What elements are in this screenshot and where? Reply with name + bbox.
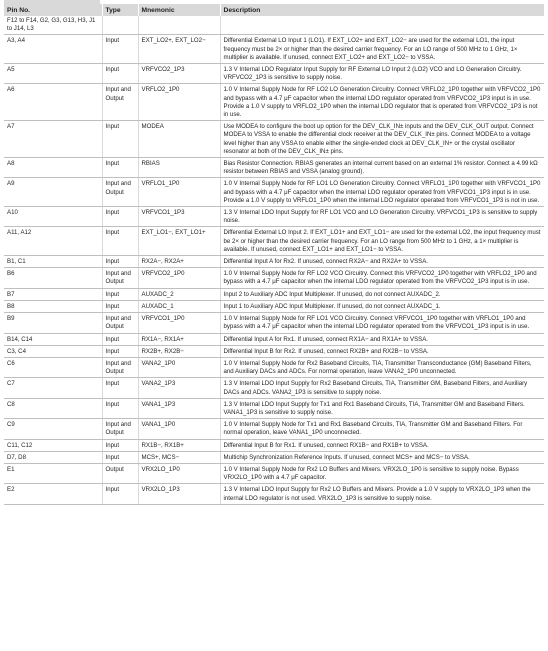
cell-mnemonic: VRFLO2_1P0 xyxy=(138,84,220,121)
cell-mnemonic: VRFLO1_1P0 xyxy=(138,178,220,207)
cell-description: Differential Input A for Rx2. If unused, connect RX2A− and RX2A+ to VSSA. xyxy=(220,256,544,268)
cell-pin: B7 xyxy=(4,288,102,300)
table-row xyxy=(4,484,544,504)
cell-description: 1.3 V Internal LDO Regulator Input Supply for RF External LO Input 2 (LO2) VCO and LO Generation Circuitry. VRFVCO2_1P3 is sensitive to supply noise. xyxy=(220,64,544,84)
cell-type: Input xyxy=(102,439,138,451)
cell-type: Input and Output xyxy=(102,357,138,377)
cell-pin: B1, C1 xyxy=(4,256,102,268)
table-row xyxy=(4,439,544,451)
cell-pin: A5 xyxy=(4,64,102,84)
cell-description: 1.3 V Internal LDO Input Supply for Tx1 and Rx1 Baseband Circuits, TIA, Transmitter GM and Baseband Filters. VANA1_1P3 is sensitive to supply noise. xyxy=(220,398,544,418)
cell-mnemonic: VRX2LO_1P3 xyxy=(138,484,220,504)
cell-description: 1.3 V Internal LDO Input Supply for RF LO1 VCO and LO Generation Circuitry. VRFVCO1_1P3 is sensitive to supply noise. xyxy=(220,207,544,227)
cell-pin: C11, C12 xyxy=(4,439,102,451)
cell-type: Input xyxy=(102,227,138,256)
cell-pin: A7 xyxy=(4,121,102,158)
table-row xyxy=(4,419,544,439)
cell-type: Input xyxy=(102,345,138,357)
cell-mnemonic: MODEA xyxy=(138,121,220,158)
cell-pin: A8 xyxy=(4,158,102,178)
cell-description: 1.3 V Internal LDO Input Supply for Rx2 LO Buffers and Mixers. Provide a 1.0 V supply to VRX2LO_1P3 when the internal LDO regulator is not used. VRX2LO_1P3 is sensitive to supply noise. xyxy=(220,484,544,504)
cell-description: 1.0 V Internal Supply Node for RF LO2 VCO Circuitry. Connect this VRFVCO2_1P0 together with VRFLO2_1P0 and bypass with a 4.7 μF capacitor when the internal LDO regulator operated from the VRFVCO2_1P3 input is in use. xyxy=(220,268,544,288)
cell-type: Input xyxy=(102,378,138,398)
table-row xyxy=(4,300,544,312)
cell-type: Input xyxy=(102,333,138,345)
cell-pin: B6 xyxy=(4,268,102,288)
cell-mnemonic: VANA1_1P0 xyxy=(138,419,220,439)
cell-description: 1.3 V Internal LDO Input Supply for Rx2 Baseband Circuits, TIA, Transmitter GM, Baseband Filters, and Auxiliary DACs and ADCs. VANA2_1P3 is sensitive to supply noise. xyxy=(220,378,544,398)
cell-type: Input xyxy=(102,288,138,300)
cell-type: Input xyxy=(102,256,138,268)
table-row xyxy=(4,256,544,268)
cell-type: Output xyxy=(102,463,138,483)
table-row xyxy=(4,16,544,35)
cell-type: Input and Output xyxy=(102,419,138,439)
cell-mnemonic: VANA1_1P3 xyxy=(138,398,220,418)
table-row xyxy=(4,288,544,300)
cell-description: Input 2 to Auxiliary ADC Input Multiplexer. If unused, do not connect AUXADC_2. xyxy=(220,288,544,300)
header-mnemonic: Mnemonic xyxy=(138,4,220,16)
cell-mnemonic: VRFVCO2_1P0 xyxy=(138,268,220,288)
header-type: Type xyxy=(102,4,138,16)
cell-pin: C3, C4 xyxy=(4,345,102,357)
cell-type: Input xyxy=(102,121,138,158)
cell-mnemonic: VANA2_1P3 xyxy=(138,378,220,398)
table-row xyxy=(4,35,544,64)
cell-pin: C9 xyxy=(4,419,102,439)
cell-type: Input and Output xyxy=(102,313,138,333)
table-row xyxy=(4,268,544,288)
cell-description: Use MODEA to configure the boot up option for the DEV_CLK_IN± inputs and the DEV_CLK_OUT output. Connect MODEA to VSSA to enable the differential clock receiver at the DEV_CLK_IN± pins. Connect MODEA to a voltage level higher than any VSSA to enable either the single-ended clock at DEV_CLK_IN+ or the crystal oscillator resonator at both of the DEV_CLK_IN± pins. xyxy=(220,121,544,158)
cell-pin: A6 xyxy=(4,84,102,121)
cell-type: Input and Output xyxy=(102,178,138,207)
table-header xyxy=(4,4,544,16)
cell-pin: C6 xyxy=(4,357,102,377)
table-row xyxy=(4,345,544,357)
table-row xyxy=(4,121,544,158)
cell-mnemonic: EXT_LO2+, EXT_LO2− xyxy=(138,35,220,64)
cell-pin: B8 xyxy=(4,300,102,312)
cell-description xyxy=(220,16,544,35)
cell-type: Input xyxy=(102,300,138,312)
cell-pin: C7 xyxy=(4,378,102,398)
table-row xyxy=(4,313,544,333)
table-row xyxy=(4,64,544,84)
cell-description: 1.0 V Internal Supply Node for Rx2 LO Buffers and Mixers. VRX2LO_1P0 is sensitive to supply noise. Bypass VRX2LO_1P0 with a 4.7 μF capacitor. xyxy=(220,463,544,483)
cell-pin: B14, C14 xyxy=(4,333,102,345)
cell-type: Input xyxy=(102,158,138,178)
table-row xyxy=(4,84,544,121)
cell-mnemonic: AUXADC_2 xyxy=(138,288,220,300)
cell-type: Input xyxy=(102,64,138,84)
cell-description: Differential External LO Input 2. If EXT_LO1+ and EXT_LO1− are used for the external LO2, the input frequency must be 2× or higher than the desired carrier frequency. For an LO range from 500 MHz to 1 GHz, a 1× multiplier is available. If unused, connect EXT_LO1+ and EXT_LO1− to VSSA. xyxy=(220,227,544,256)
cell-type: Input xyxy=(102,398,138,418)
cell-pin: A9 xyxy=(4,178,102,207)
table-row xyxy=(4,451,544,463)
cell-description: Differential Input B for Rx1. If unused, connect RX1B− and RX1B+ to VSSA. xyxy=(220,439,544,451)
cell-description: Differential External LO Input 1 (LO1). If EXT_LO2+ and EXT_LO2− are used for the external LO1, the input frequency must be 2× or higher than the desired carrier frequency. For an LO range of 500 MHz to 1 GHz, 1× multiplier is available. If unused, connect EXT_LO2+ and EXT_LO2− to VSSA. xyxy=(220,35,544,64)
cell-description: 1.0 V Internal Supply Node for RF LO1 LO Generation Circuitry. Connect VRFLO1_1P0 together with VRFVCO1_1P0 and bypass with a 4.7 μF capacitor when the internal LDO regulator operated from VRFVCO1_1P3 input is in use. Provide a 1.0 V supply to VRFLO1_1P0 when the internal LDO regulator operated from VRFVCO1_1P3 is not in use. xyxy=(220,178,544,207)
pin-function-table xyxy=(4,4,544,505)
cell-pin: E2 xyxy=(4,484,102,504)
cell-type: Input xyxy=(102,207,138,227)
cell-type: Input and Output xyxy=(102,84,138,121)
header-description: Description xyxy=(220,4,544,16)
cell-type: Input xyxy=(102,484,138,504)
cell-mnemonic: RBIAS xyxy=(138,158,220,178)
cell-mnemonic: RX1A−, RX1A+ xyxy=(138,333,220,345)
cell-pin: A11, A12 xyxy=(4,227,102,256)
cell-type xyxy=(102,16,138,35)
cell-description: Input 1 to Auxiliary ADC Input Multiplexer. If unused, do not connect AUXADC_1. xyxy=(220,300,544,312)
cell-mnemonic: RX2B+, RX2B− xyxy=(138,345,220,357)
table-row xyxy=(4,227,544,256)
cell-description: 1.0 V Internal Supply Node for Tx1 and Rx1 Baseband Circuits, TIA, Transmitter GM and Baseband Filters. For normal operation, leave VANA1_1P0 unconnected. xyxy=(220,419,544,439)
table-row xyxy=(4,158,544,178)
cell-mnemonic: RX1B−, RX1B+ xyxy=(138,439,220,451)
header-pin-no: Pin No. xyxy=(4,4,102,16)
table-row xyxy=(4,333,544,345)
cell-mnemonic: VRFVCO1_1P0 xyxy=(138,313,220,333)
cell-type: Input xyxy=(102,35,138,64)
cell-mnemonic: RX2A−, RX2A+ xyxy=(138,256,220,268)
cell-description: Multichip Synchronization Reference Inputs. If unused, connect MCS+ and MCS− to VSSA. xyxy=(220,451,544,463)
cell-mnemonic: AUXADC_1 xyxy=(138,300,220,312)
cell-pin: C8 xyxy=(4,398,102,418)
table-row xyxy=(4,378,544,398)
cell-pin: D7, D8 xyxy=(4,451,102,463)
table-row xyxy=(4,463,544,483)
cell-mnemonic: VRFVCO1_1P3 xyxy=(138,207,220,227)
cell-mnemonic: VANA2_1P0 xyxy=(138,357,220,377)
cell-pin: B9 xyxy=(4,313,102,333)
table-body xyxy=(4,16,544,504)
cell-pin: F12 to F14, G2, G3, G13, H3, J1 to J14, L3 xyxy=(4,16,102,35)
table-row xyxy=(4,357,544,377)
cell-description: Differential Input B for Rx2. If unused, connect RX2B+ and RX2B− to VSSA. xyxy=(220,345,544,357)
cell-mnemonic: VRFVCO2_1P3 xyxy=(138,64,220,84)
cell-type: Input xyxy=(102,451,138,463)
cell-mnemonic xyxy=(138,16,220,35)
cell-mnemonic: VRX2LO_1P0 xyxy=(138,463,220,483)
table-row xyxy=(4,207,544,227)
table-row xyxy=(4,178,544,207)
cell-mnemonic: EXT_LO1−, EXT_LO1+ xyxy=(138,227,220,256)
cell-description: 1.0 V Internal Supply Node for Rx2 Baseband Circuits, TIA, Transmitter Transconductance (GM) Baseband Filters, and Auxiliary DACs and ADCs. For normal operation, leave VANA2_1P0 unconnected. xyxy=(220,357,544,377)
cell-description: 1.0 V Internal Supply Node for RF LO1 VCO Circuitry. Connect VRFVCO1_1P0 together with VRFLO1_1P0 and bypass with a 4.7 μF capacitor when the internal LDO regulator operated from the VRFVCO1_1P3 input is in use. xyxy=(220,313,544,333)
cell-pin: A10 xyxy=(4,207,102,227)
cell-description: Differential Input A for Rx1. If unused, connect RX1A− and RX1A+ to VSSA. xyxy=(220,333,544,345)
cell-pin: E1 xyxy=(4,463,102,483)
cell-mnemonic: MCS+, MCS− xyxy=(138,451,220,463)
cell-description: 1.0 V Internal Supply Node for RF LO2 LO Generation Circuitry. Connect VRFLO2_1P0 together with VRFVCO2_1P0 and bypass with a 4.7 μF capacitor when the internal LDO regulator operated from VRFVCO2_1P3 input is in use. Provide a 1.0 V supply to VRFLO2_1P0 when the internal LDO regulator that is operated from VRFVCO2_1P3 is not in use. xyxy=(220,84,544,121)
table-row xyxy=(4,398,544,418)
cell-description: Bias Resistor Connection. RBIAS generates an internal current based on an external 1% resistor. Connect a 4.99 kΩ resistor between RBIAS and VSSA (analog ground). xyxy=(220,158,544,178)
cell-pin: A3, A4 xyxy=(4,35,102,64)
cell-type: Input and Output xyxy=(102,268,138,288)
